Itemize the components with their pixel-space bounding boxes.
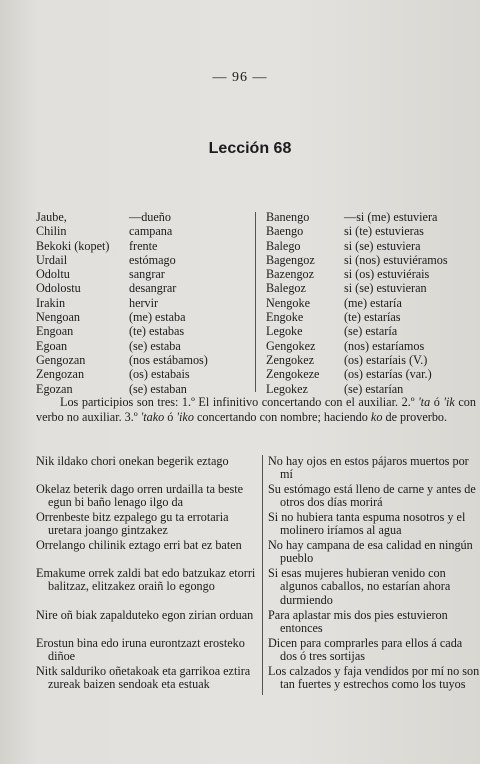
vocab-column-divider xyxy=(255,212,256,392)
spanish-translation: Si esas mujeres hubieran venido con algunos caballos, no estarían ahora durmiendo xyxy=(268,566,451,607)
vocab-entry: —si (me) estuviera xyxy=(344,210,438,224)
basque-sentence: Nik ildako chori onekan begerik eztago xyxy=(36,454,229,468)
vocab-entry: Gengokez xyxy=(266,338,316,353)
note-text: concertando con nombre; haciendo xyxy=(193,410,371,424)
note-italic: ko xyxy=(370,410,383,424)
spanish-translation: Los calzados y faja vendidos por mí no son tan fuertes y estrechos como los tuyos xyxy=(268,664,480,692)
vocab-entry: Banengo xyxy=(266,210,310,224)
note-text: ó xyxy=(164,410,177,424)
page-number: — 96 — xyxy=(212,70,268,85)
note-italic: 'ik xyxy=(443,395,455,409)
vocab-entry: Odolostu xyxy=(36,281,81,296)
vocab-entry: si (se) estuviera xyxy=(344,238,421,253)
note-italic: 'tako xyxy=(140,410,165,424)
vocab-entry: hervir xyxy=(129,295,159,310)
vocab-entry: si (os) estuviérais xyxy=(344,267,430,282)
vocab-entry: (nos) estaríamos xyxy=(344,338,425,353)
vocab-entry: Nengoan xyxy=(36,310,80,325)
participle-note xyxy=(36,395,476,425)
vocab-entry: Bagengoz xyxy=(266,252,315,267)
vocab-entry: (me) estaba xyxy=(129,310,186,325)
vocab-entry: (os) estarías (var.) xyxy=(344,367,432,382)
vocab-entry: Engoke xyxy=(266,310,304,325)
vocab-entry: si (nos) estuviéramos xyxy=(344,252,448,267)
spanish-translation: Dicen para comprarles para ellos á cada dos ó tres sortijas xyxy=(268,636,463,664)
basque-sentence: Nire oñ biak zapalduteko egon zirian orduan xyxy=(36,608,254,622)
note-text: de proverbo. xyxy=(382,410,448,424)
vocab-entry: Urdail xyxy=(36,252,68,267)
basque-sentence: Okelaz beterik dago orren urdailla ta beste egun bi baño lenago ilgo da xyxy=(36,482,244,510)
basque-sentence: Nitk salduriko oñetakoak eta garrikoa eztira zureak baizen sendoak eta estuak xyxy=(36,664,251,692)
vocab-entry: campana xyxy=(129,224,173,239)
vocab-left-terms xyxy=(36,210,126,396)
note-text: con verbo no auxiliar. 3.º xyxy=(36,395,476,424)
vocab-entry: Nengoke xyxy=(266,295,310,310)
spanish-translation: No hay campana de esa calidad en ningún pueblo xyxy=(268,538,473,566)
spanish-translation: Para aplastar mis dos pies estuvieron entonces xyxy=(268,608,448,636)
vocab-entry: Engoan xyxy=(36,324,74,339)
vocab-entry: (nos estábamos) xyxy=(129,352,208,367)
vocab-entry: Chilin xyxy=(36,224,67,239)
vocab-entry: Gengozan xyxy=(36,352,86,367)
note-text: Los participios son tres: 1.º El infinitivo concertando con el auxiliar. 2.º xyxy=(60,395,419,409)
vocab-entry: Jaube, xyxy=(36,210,67,224)
vocab-entry: Legoke xyxy=(266,324,303,339)
vocab-entry: Bazengoz xyxy=(266,267,315,282)
vocab-entry: si (se) estuvieran xyxy=(344,281,427,296)
vocab-entry: (te) estabas xyxy=(129,324,185,339)
vocab-entry: estómago xyxy=(129,252,176,267)
vocab-entry: Zengozan xyxy=(36,367,85,382)
vocab-entry: (os) estaríais (V.) xyxy=(344,352,428,367)
vocab-entry: Zengokez xyxy=(266,352,315,367)
basque-sentence: Orrelango chilinik eztago erri bat ez baten xyxy=(36,538,242,552)
basque-sentence: Emakume orrek zaldi bat edo batzukaz etorri balitzaz, elitzakez oraiñ lo egongo xyxy=(36,566,256,594)
vocab-entry: (me) estaría xyxy=(344,295,402,310)
vocab-entry: —dueño xyxy=(129,210,171,224)
spanish-translation: Su estómago está lleno de carne y antes de otros dos días morirá xyxy=(268,482,476,510)
vocab-entry: (se) estaba xyxy=(129,338,181,353)
vocab-entry: sangrar xyxy=(129,267,165,282)
vocab-entry: Legokez xyxy=(266,381,308,396)
vocab-left-definitions xyxy=(129,210,254,396)
vocab-right-definitions xyxy=(344,210,480,396)
vocab-entry: (os) estabais xyxy=(129,367,190,382)
vocab-entry: frente xyxy=(129,238,158,253)
vocab-entry: Balegoz xyxy=(266,281,306,296)
basque-sentence: Erostun bina edo iruna eurontzazt erosteko diñoe xyxy=(36,636,245,664)
vocab-entry: (se) estarían xyxy=(344,381,404,396)
vocab-entry: si (te) estuvieras xyxy=(344,224,424,239)
vocab-entry: (te) estarías xyxy=(344,310,401,325)
basque-sentence: Orrenbeste bitz ezpalego gu ta errotaria uretara joango gintzakez xyxy=(36,510,229,538)
sentence-column-divider xyxy=(262,455,263,695)
vocab-entry: Baengo xyxy=(266,224,304,239)
vocab-entry: Egoan xyxy=(36,338,68,353)
vocab-right-terms xyxy=(266,210,346,396)
vocab-entry: Zengokeze xyxy=(266,367,320,382)
vocab-entry: Balego xyxy=(266,238,301,253)
vocab-entry: Bekoki (kopet) xyxy=(36,238,110,253)
vocab-entry: Odoltu xyxy=(36,267,70,282)
spanish-translation: Si no hubiera tanta espuma nosotros y el molinero iríamos al agua xyxy=(268,510,466,538)
note-italic: 'iko xyxy=(176,410,194,424)
vocab-entry: (se) estaban xyxy=(129,381,187,396)
note-italic: 'ta xyxy=(418,395,431,409)
vocab-entry: (se) estaría xyxy=(344,324,398,339)
note-text: ó xyxy=(430,395,444,409)
vocab-entry: Egozan xyxy=(36,381,73,396)
vocab-entry: Irakin xyxy=(36,295,66,310)
spanish-translation: No hay ojos en estos pájaros muertos por mí xyxy=(268,454,469,482)
vocab-entry: desangrar xyxy=(129,281,177,296)
lesson-title: Lección 68 xyxy=(208,140,292,157)
